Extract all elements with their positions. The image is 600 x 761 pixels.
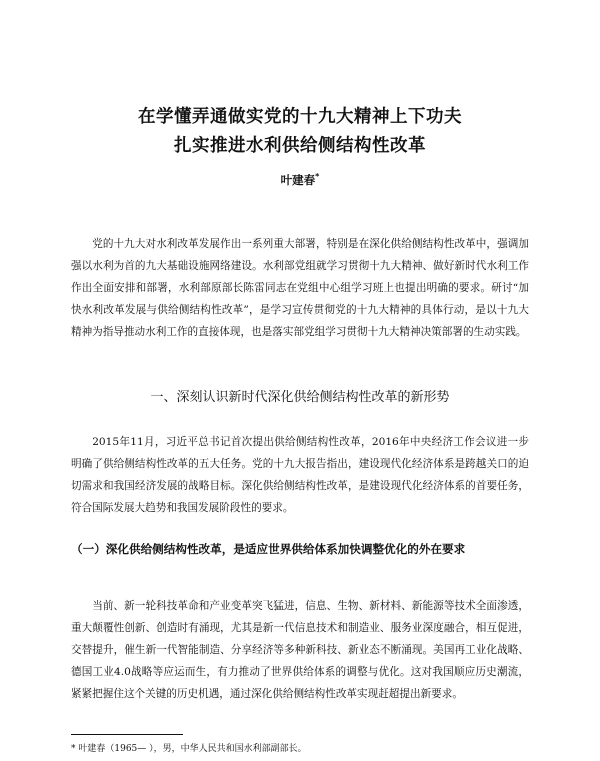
footnote-divider [71,734,183,735]
subsection-heading-1: （一）深化供给侧结构性改革，是适应世界供给体系加快调整优化的外在要求 [71,542,466,556]
section-heading-1: 一、深刻认识新时代深化供给侧结构性改革的新形势 [150,390,450,405]
section-1-paragraph: 2015年11月，习近平总书记首次提出供给侧结构性改革，2016年中央经济工作会议进一步明确了供给侧结构性改革的五大任务。党的十九大报告指出，建设现代化经济体系是跨越关口的迫切需求和我国经济发展的战略目标。深化供给侧结构性改革，是建设现代化经济体系的首要任务，符合国际发展大趋势和我国发展阶段性的要求。 [71,436,529,514]
title-line-2: 扎实推进水利供给侧结构性改革 [174,136,426,156]
footnote: * 叶建春（1965— ），男，中华人民共和国水利部副部长。 [71,744,307,754]
title-line-1: 在学懂弄通做实党的十九大精神上下功夫 [138,107,462,127]
author-name: 叶建春 [280,173,316,187]
subsection-1-paragraph: 当前、新一轮科技革命和产业变革突飞猛进，信息、生物、新材料、新能源等技术全面渗透，重大颠覆性创新、创造时有涌现，尤其是新一代信息技术和制造业、服务业深度融合，相互促进，交替提升，催生新一代智能制造、分享经济等多种新科技、新业态不断涌现。美国再工业化战略、德国工业4.0战略等应运而生，有力推动了世界供给体系的调整与优化。这对我国顺应历史潮流，紧紧把握住这个关键的历史机遇，通过深化供给侧结构性改革实现赶超提出新要求。 [71,600,529,700]
author-footnote-mark: * [315,172,320,182]
author-line [0,172,600,188]
intro-paragraph: 党的十九大对水利改革发展作出一系列重大部署，特别是在深化供给侧结构性改革中，强调加强以水利为首的九大基础设施网络建设。水利部党组就学习贯彻十九大精神、做好新时代水利工作作出全面安排和部署，水利部原部长陈雷同志在党组中心组学习班上也提出明确的要求。研讨“加快水利改革发展与供给侧结构性改革”，是学习宣传贯彻党的十九大精神的具体行动，是以十九大精神为指导推动水利工作的直接体现，也是落实部党组学习贯彻十九大精神决策部署的生动实践。 [71,238,529,338]
